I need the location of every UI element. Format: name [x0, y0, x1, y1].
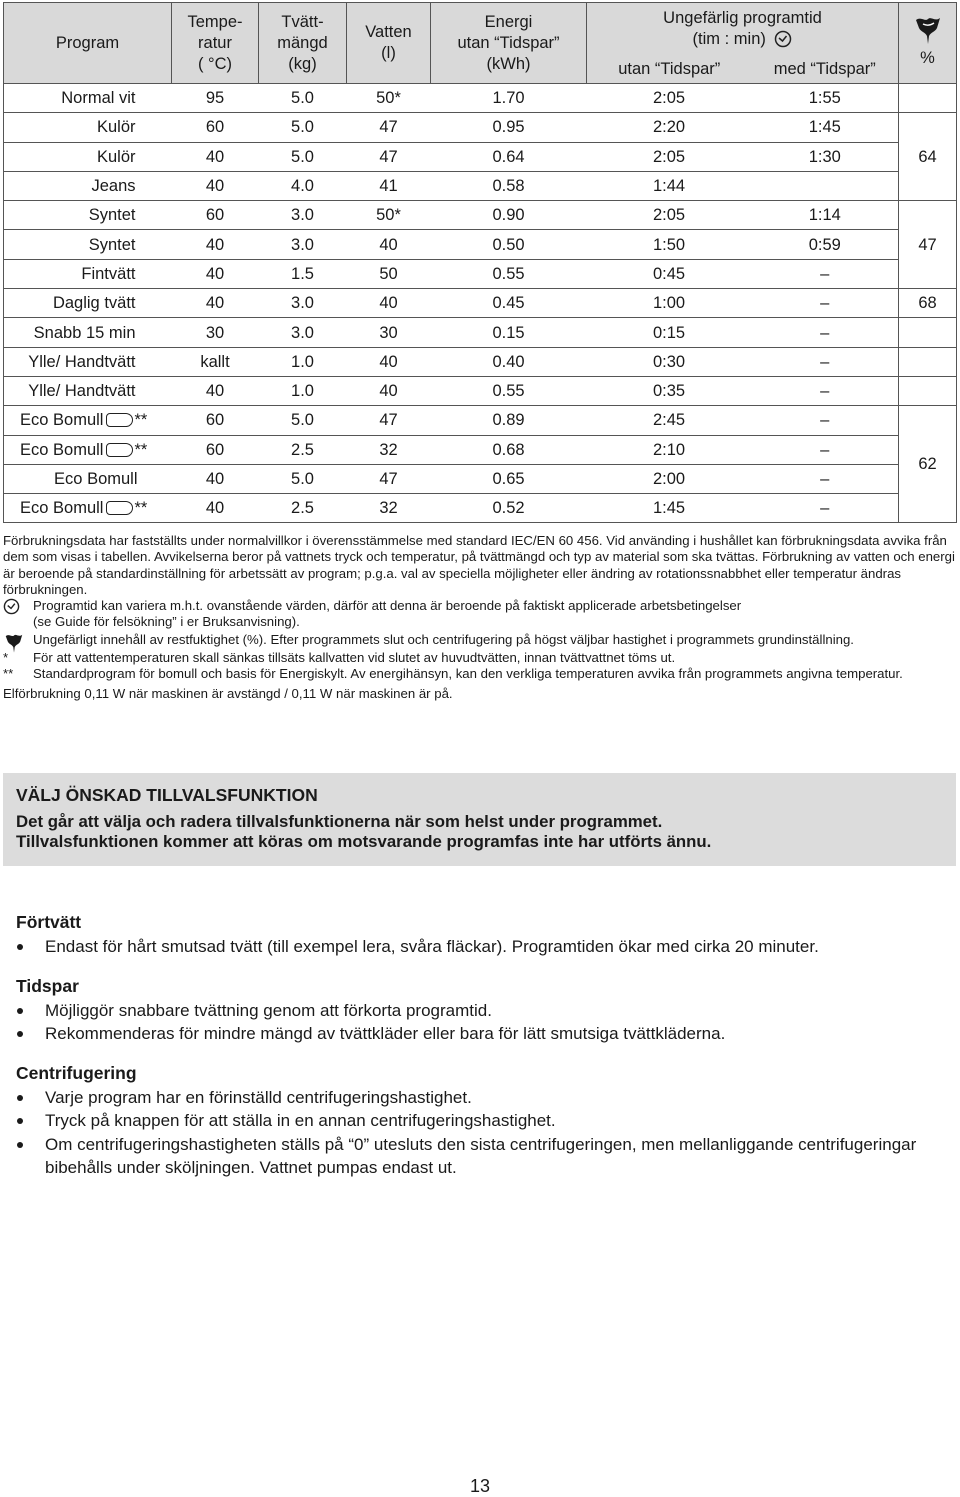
cell-load: 4.0: [259, 171, 347, 200]
cell-program: [4, 113, 172, 142]
cell-temp: kallt: [172, 347, 259, 376]
option-box-line1: Det går att välja och radera tillvalsfunktionerna när som helst under programmet.: [16, 812, 663, 831]
cell-water: 40: [347, 289, 431, 318]
cell-energy: 0.55: [431, 376, 587, 405]
cell-moisture: [899, 318, 957, 347]
program-name: Eco Bomull: [20, 499, 104, 518]
cell-energy: 0.68: [431, 435, 587, 464]
program-name: Ylle/ Handtvätt: [28, 352, 136, 371]
program-table: [3, 2, 957, 523]
star-note: [3, 650, 956, 666]
cell-water: 32: [347, 435, 431, 464]
cell-temp: 40: [172, 259, 259, 288]
star-mark: *: [3, 650, 9, 666]
cell-moisture: 68: [899, 289, 957, 318]
cell-temp: 60: [172, 435, 259, 464]
cell-load: 1.0: [259, 347, 347, 376]
cell-load: 3.0: [259, 318, 347, 347]
cell-program: [4, 347, 172, 376]
header-time-without: utan “Tidspar”: [587, 55, 752, 84]
cell-moisture: 64: [899, 113, 957, 201]
cell-time: 2:00: [587, 464, 752, 493]
cell-water: 50*: [347, 84, 431, 113]
double-star-note: [3, 666, 956, 682]
cell-time_tidspar: 0:59: [752, 230, 899, 259]
cell-temp: 40: [172, 142, 259, 171]
cell-time: 2:05: [587, 142, 752, 171]
cell-time_tidspar: –: [752, 464, 899, 493]
list-item: Möjliggör snabbare tvättning genom att förkorta programtid.: [16, 999, 946, 1023]
cell-program: [4, 84, 172, 113]
clock-icon: [774, 30, 792, 48]
option-function-box: [3, 773, 956, 866]
cell-program: [4, 171, 172, 200]
cell-water: 40: [347, 347, 431, 376]
cell-load: 2.5: [259, 494, 347, 523]
header-energy: Energi utan “Tidspar” (kWh): [431, 3, 587, 84]
cell-time_tidspar: 1:45: [752, 113, 899, 142]
cell-load: 5.0: [259, 464, 347, 493]
clock-icon: [3, 598, 20, 615]
cell-moisture: 47: [899, 201, 957, 289]
cell-program: [4, 142, 172, 171]
cell-load: 5.0: [259, 142, 347, 171]
eco-marker: **: [134, 440, 148, 459]
cell-time: 2:20: [587, 113, 752, 142]
table-row: [4, 171, 957, 200]
cell-time: 1:45: [587, 494, 752, 523]
cell-time: 1:50: [587, 230, 752, 259]
cell-time: 0:15: [587, 318, 752, 347]
cell-water: 41: [347, 171, 431, 200]
table-row: [4, 347, 957, 376]
cell-temp: 40: [172, 289, 259, 318]
table-row: [4, 259, 957, 288]
cell-moisture: [899, 84, 957, 113]
clock-note-line2: (se Guide för felsökning” i er Bruksanvisning).: [33, 614, 300, 630]
cell-program: [4, 201, 172, 230]
cell-time: 2:05: [587, 84, 752, 113]
power-consumption-note: Elförbrukning 0,11 W när maskinen är avstängd / 0,11 W när maskinen är på.: [3, 685, 453, 701]
cell-water: 30: [347, 318, 431, 347]
cell-time: 0:35: [587, 376, 752, 405]
cell-energy: 1.70: [431, 84, 587, 113]
cell-energy: 0.64: [431, 142, 587, 171]
cell-program: [4, 406, 172, 435]
list-item: Endast för hårt smutsad tvätt (till exempel lera, svåra fläckar). Programtiden ökar med cirka 20 minuter.: [16, 935, 946, 959]
cell-water: 47: [347, 113, 431, 142]
cell-water: 40: [347, 230, 431, 259]
header-program-time: Ungefärlig programtid (tim : min): [587, 3, 899, 56]
option-box-line2: Tillvalsfunktionen kommer att köras om motsvarande programfas inte har utförts ännu.: [16, 832, 712, 851]
program-name: Kulör: [96, 118, 136, 137]
option-sections: [16, 911, 946, 1196]
consumption-notes: [3, 533, 956, 702]
moisture-note-text: Ungefärligt innehåll av restfuktighet (%). Efter programmets slut och centrifugering på högst väljbar hastighet i programmets grundinställning.: [33, 631, 854, 647]
eco-marker: **: [134, 499, 148, 518]
clock-note: [3, 598, 956, 631]
table-row: [4, 289, 957, 318]
cell-energy: 0.40: [431, 347, 587, 376]
section-title: Centrifugering: [16, 1062, 137, 1083]
program-name: Eco Bomull: [20, 411, 104, 430]
cell-load: 5.0: [259, 113, 347, 142]
cell-water: 50: [347, 259, 431, 288]
cell-time_tidspar: –: [752, 318, 899, 347]
header-water: Vatten (l): [347, 3, 431, 84]
header-temperature: Tempe- ratur ( °C): [172, 3, 259, 84]
option-box-title: VÄLJ ÖNSKAD TILLVALSFUNKTION: [16, 785, 318, 805]
section-list: [16, 999, 946, 1046]
program-table-body: [4, 84, 957, 523]
cell-water: 47: [347, 142, 431, 171]
table-row: [4, 84, 957, 113]
eco-cotton-icon: [106, 501, 133, 515]
cell-moisture: [899, 347, 957, 376]
program-name: Snabb 15 min: [33, 323, 136, 342]
table-row: [4, 113, 957, 142]
list-item: Om centrifugeringshastigheten ställs på “0” utesluts den sista centrifugeringen, men mellanliggande centrifugeringar bibehålls under sköljningen. Vattnet pumpas endast ut.: [16, 1133, 946, 1180]
cell-program: [4, 259, 172, 288]
cell-time_tidspar: –: [752, 347, 899, 376]
program-name: Jeans: [91, 177, 136, 196]
cell-program: [4, 494, 172, 523]
section-list: [16, 935, 946, 959]
cell-time_tidspar: –: [752, 259, 899, 288]
cell-energy: 0.58: [431, 171, 587, 200]
cell-program: [4, 464, 172, 493]
program-name: Ylle/ Handtvätt: [28, 382, 136, 401]
cell-load: 1.5: [259, 259, 347, 288]
program-name: Daglig tvätt: [52, 294, 136, 313]
double-star-mark: **: [3, 666, 14, 682]
cell-load: 3.0: [259, 289, 347, 318]
cell-time: 2:10: [587, 435, 752, 464]
list-item: Rekommenderas för mindre mängd av tvättkläder eller bara för lätt smutsiga tvättkläderna.: [16, 1022, 946, 1046]
cell-energy: 0.90: [431, 201, 587, 230]
cell-energy: 0.52: [431, 494, 587, 523]
cell-water: 40: [347, 376, 431, 405]
cell-water: 47: [347, 464, 431, 493]
table-row: [4, 230, 957, 259]
section-title: Tidspar: [16, 975, 79, 996]
cell-program: [4, 318, 172, 347]
list-item: Tryck på knappen för att ställa in en annan centrifugeringshastighet.: [16, 1109, 946, 1133]
cell-temp: 60: [172, 201, 259, 230]
cell-time: 2:45: [587, 406, 752, 435]
cell-time_tidspar: –: [752, 435, 899, 464]
cell-time: 0:30: [587, 347, 752, 376]
cell-load: 3.0: [259, 201, 347, 230]
clock-note-line1: Programtid kan variera m.h.t. ovanstående värden, därför att denna är beroende på faktiskt applicerade arbetsbetingelser: [33, 598, 742, 614]
table-row: [4, 435, 957, 464]
double-star-note-text: Standardprogram för bomull och basis för Energiskylt. Av energihänsyn, kan den verkliga temperaturen avvika från programmets angivna temperatur.: [33, 666, 903, 682]
cell-temp: 30: [172, 318, 259, 347]
cell-energy: 0.55: [431, 259, 587, 288]
cell-temp: 60: [172, 113, 259, 142]
cell-program: [4, 435, 172, 464]
cell-temp: 95: [172, 84, 259, 113]
cell-water: 32: [347, 494, 431, 523]
table-row: [4, 201, 957, 230]
eco-marker: **: [134, 411, 148, 430]
consumption-note-text: Förbrukningsdata har fastställts under normalvillkor i överensstämmelse med standard IEC/EN 60 456. Vid använding i hushållet kan förbrukningsdata avvika från dem som visas i tabellen. Avvikelserna beror på vattnets tryck och temperatur, på tvättmängd och typ av material som ska tvättas. Förbrukning av vatten och energi är beroende på standardinställning för arbetssätt av program; p.g.a. val av speciella möjligheter eller ändring av rotationssnabbhet eller temperatur ändras förbrukningen.: [3, 533, 955, 597]
header-program: Program: [4, 3, 172, 84]
cell-temp: 40: [172, 464, 259, 493]
cell-energy: 0.45: [431, 289, 587, 318]
cell-energy: 0.65: [431, 464, 587, 493]
program-name: Syntet: [88, 235, 136, 254]
eco-cotton-icon: [106, 413, 133, 427]
star-note-text: För att vattentemperaturen skall sänkas tillsäts kallvatten vid slutet av huvudtvätten, innan tvättvattnet töms ut.: [33, 650, 676, 666]
cell-moisture: [899, 376, 957, 405]
cell-moisture: 62: [899, 406, 957, 523]
table-row: [4, 464, 957, 493]
section-2: [16, 1062, 946, 1180]
cell-load: 1.0: [259, 376, 347, 405]
cell-energy: 0.50: [431, 230, 587, 259]
cell-time_tidspar: –: [752, 289, 899, 318]
cell-time: 2:05: [587, 201, 752, 230]
cell-load: 2.5: [259, 435, 347, 464]
cell-load: 5.0: [259, 406, 347, 435]
cell-time_tidspar: [752, 171, 899, 200]
cell-time: 1:00: [587, 289, 752, 318]
table-row: [4, 376, 957, 405]
list-item: Varje program har en förinställd centrifugeringshastighet.: [16, 1086, 946, 1110]
moisture-note: [3, 632, 956, 648]
program-name: Eco Bomull: [54, 470, 138, 488]
header-load: Tvätt- mängd (kg): [259, 3, 347, 84]
header-time-with: med “Tidspar”: [752, 55, 899, 84]
cell-load: 5.0: [259, 84, 347, 113]
table-row: [4, 142, 957, 171]
cell-time: 1:44: [587, 171, 752, 200]
cell-temp: 60: [172, 406, 259, 435]
cell-energy: 0.89: [431, 406, 587, 435]
cell-program: [4, 230, 172, 259]
header-moisture: %: [899, 3, 957, 84]
cell-load: 3.0: [259, 230, 347, 259]
program-name: Kulör: [96, 147, 136, 166]
cell-time: 0:45: [587, 259, 752, 288]
section-list: [16, 1086, 946, 1180]
spin-moisture-icon: [913, 14, 943, 46]
cell-water: 50*: [347, 201, 431, 230]
eco-cotton-icon: [106, 443, 133, 457]
cell-time_tidspar: 1:30: [752, 142, 899, 171]
table-row: [4, 406, 957, 435]
section-0: [16, 911, 946, 959]
page-number: 13: [469, 1476, 491, 1496]
program-name: Normal vit: [61, 89, 136, 108]
cell-temp: 40: [172, 230, 259, 259]
table-row: [4, 318, 957, 347]
cell-energy: 0.95: [431, 113, 587, 142]
cell-water: 47: [347, 406, 431, 435]
section-title: Förtvätt: [16, 912, 82, 932]
cell-temp: 40: [172, 494, 259, 523]
table-row: [4, 494, 957, 523]
cell-time_tidspar: 1:55: [752, 84, 899, 113]
cell-temp: 40: [172, 171, 259, 200]
section-1: [16, 975, 946, 1046]
cell-energy: 0.15: [431, 318, 587, 347]
program-name: Fintvätt: [81, 264, 136, 283]
cell-time_tidspar: –: [752, 494, 899, 523]
program-name: Eco Bomull: [20, 440, 104, 459]
program-name: Syntet: [88, 206, 136, 225]
cell-temp: 40: [172, 376, 259, 405]
cell-program: [4, 289, 172, 318]
cell-time_tidspar: 1:14: [752, 201, 899, 230]
cell-time_tidspar: –: [752, 406, 899, 435]
cell-time_tidspar: –: [752, 376, 899, 405]
cell-program: [4, 376, 172, 405]
